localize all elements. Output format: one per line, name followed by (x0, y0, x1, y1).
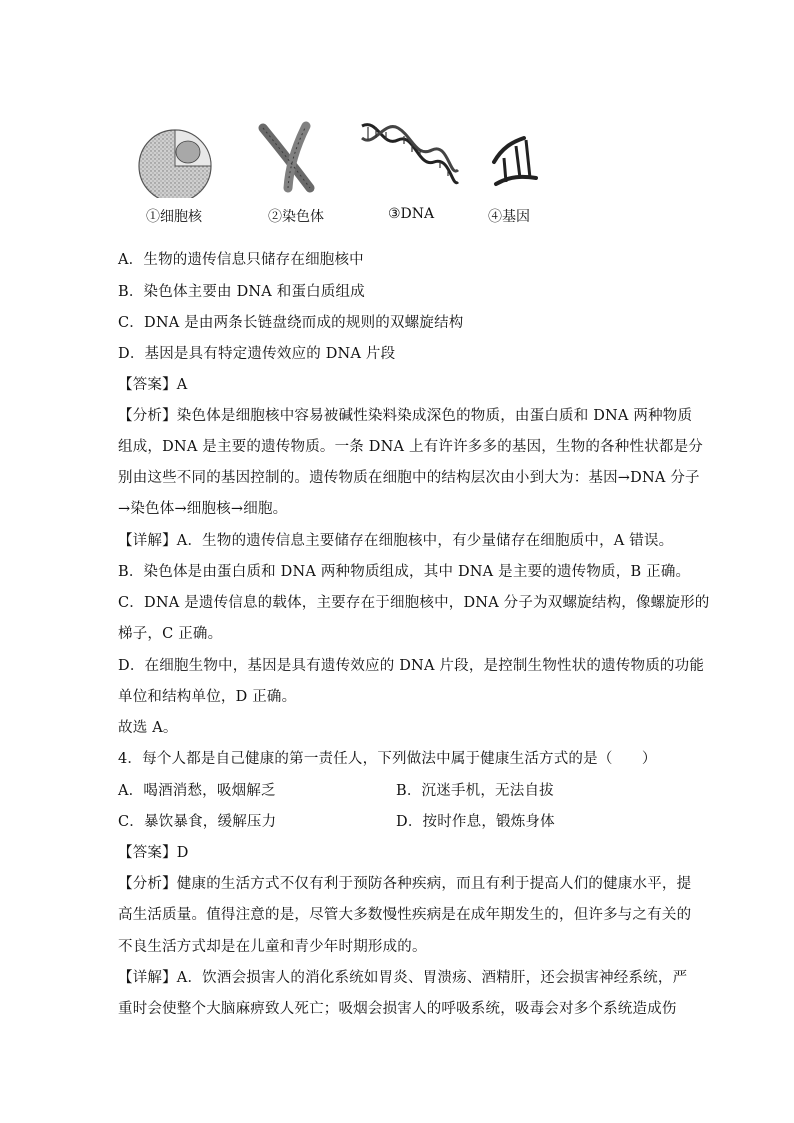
q4-analysis-line: 高生活质量。值得注意的是，尽管大多数慢性疾病是在成年期发生的，但许多与之有关的 (118, 907, 692, 923)
figure-caption-chromosome: ②染色体 (268, 209, 324, 225)
figure-item-dna (360, 118, 460, 233)
q4-option-b: B．沉迷手机，无法自拔 (396, 783, 554, 799)
option-d: D．基因是具有特定遗传效应的 DNA 片段 (118, 346, 396, 362)
q4-explanation-line: 【详解】A．饮酒会损害人的消化系统如胃炎、胃溃疡、酒精肝，还会损害神经系统，严 (118, 970, 688, 986)
figure-item-chromosome (258, 118, 358, 233)
figure-panel (130, 118, 580, 233)
explanation-line: D．在细胞生物中，基因是具有遗传效应的 DNA 片段，是控制生物性状的遗传物质的功能 (118, 658, 705, 674)
conclusion-line: 故选 A。 (118, 720, 178, 736)
analysis-line: 组成，DNA 是主要的遗传物质。一条 DNA 上有许许多多的基因，生物的各种性状都是分 (118, 439, 703, 455)
analysis-line: 【分析】染色体是细胞核中容易被碱性染料染成深色的物质，由蛋白质和 DNA 两种物质 (118, 408, 693, 424)
explanation-line: 单位和结构单位，D 正确。 (118, 689, 297, 705)
analysis-line: →染色体→细胞核→细胞。 (118, 501, 288, 517)
q4-answer-label: 【答案】D (118, 845, 189, 861)
explanation-line: 【详解】A．生物的遗传信息主要储存在细胞核中，有少量储存在细胞质中，A 错误。 (118, 533, 674, 549)
q4-analysis-line: 【分析】健康的生活方式不仅有利于预防各种疾病，而且有利于提高人们的健康水平，提 (118, 876, 692, 892)
explanation-line: C．DNA 是遗传信息的载体，主要存在于细胞核中，DNA 分子为双螺旋结构，像螺旋形的 (118, 595, 710, 611)
option-b: B．染色体主要由 DNA 和蛋白质组成 (118, 284, 365, 300)
q4-option-a: A．喝酒消愁，吸烟解乏 (118, 783, 276, 799)
figure-caption-gene: ④基因 (488, 209, 530, 225)
explanation-line: B．染色体是由蛋白质和 DNA 两种物质组成，其中 DNA 是主要的遗传物质，B 正确。 (118, 564, 691, 580)
q4-option-c: C．暴饮暴食，缓解压力 (118, 814, 277, 830)
figure-caption-dna: ③DNA (388, 206, 435, 222)
q4-option-d: D．按时作息，锻炼身体 (396, 814, 555, 830)
figure-item-gene (476, 118, 576, 233)
option-c: C．DNA 是由两条长链盘绕而成的规则的双螺旋结构 (118, 315, 464, 331)
option-a: A．生物的遗传信息只储存在细胞核中 (118, 252, 364, 268)
q4-explanation-line: 重时会使整个大脑麻痹致人死亡；吸烟会损害人的呼吸系统，吸毒会对多个系统造成伤 (118, 1001, 677, 1017)
figure-caption-nucleus: ①细胞核 (146, 209, 202, 225)
figure-item-nucleus (130, 118, 230, 233)
answer-label: 【答案】A (118, 377, 188, 393)
q4-analysis-line: 不良生活方式却是在儿童和青少年时期形成的。 (118, 939, 427, 955)
question-4-stem: 4．每个人都是自己健康的第一责任人，下列做法中属于健康生活方式的是（ ） (118, 751, 657, 767)
explanation-line: 梯子，C 正确。 (118, 626, 223, 642)
analysis-line: 别由这些不同的基因控制的。遗传物质在细胞中的结构层次由小到大为：基因→DNA 分子 (118, 470, 700, 486)
